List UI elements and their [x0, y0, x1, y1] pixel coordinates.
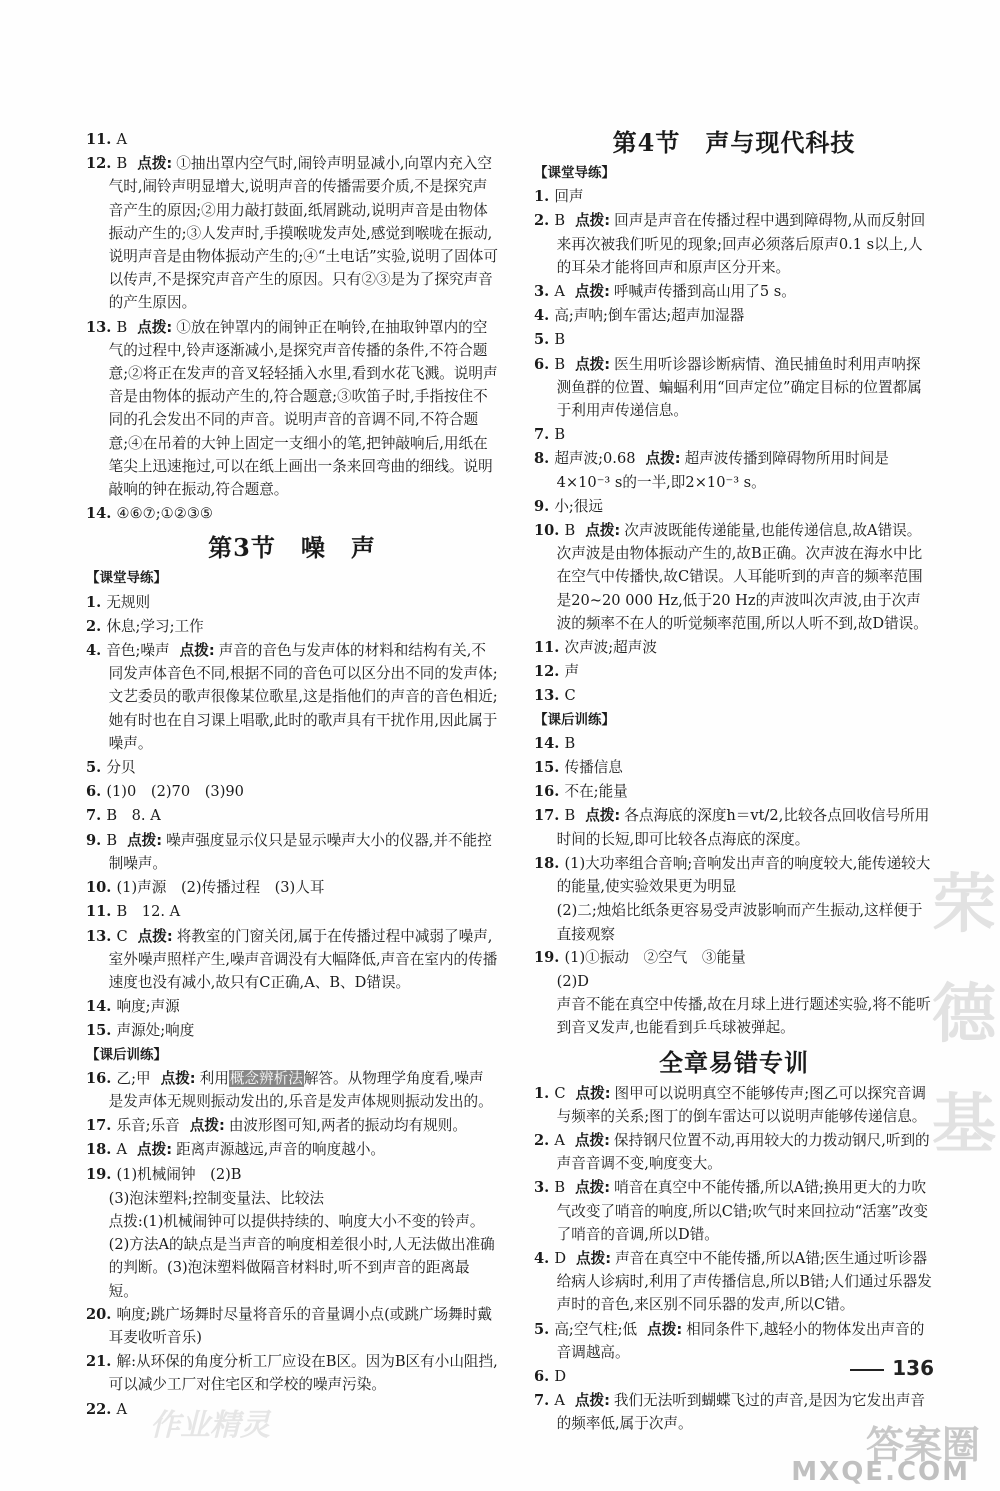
- explanation-text: 我们无法听到蝴蝶飞过的声音,是因为它发出声音的频率低,属于次声。: [556, 1392, 926, 1433]
- answer-item: [86, 316, 498, 502]
- answer-item: [86, 1019, 498, 1042]
- answer-item: [534, 519, 934, 635]
- item-number: 3.: [534, 1179, 555, 1197]
- answer-item: [86, 756, 498, 779]
- item-number: 18.: [534, 854, 565, 872]
- answer-item: [534, 756, 934, 779]
- answer-text: D: [554, 1249, 567, 1267]
- item-number: 11.: [86, 131, 117, 148]
- watermark-side: 荣德基: [932, 867, 996, 1162]
- answer-text: A: [554, 1392, 565, 1410]
- item-number: 19.: [86, 1165, 117, 1183]
- explanation-text: 图甲可以说明真空不能够传声;图乙可以探究音调与频率的关系;图丁的倒车雷达可以说明声能够传递信息。: [556, 1084, 927, 1125]
- item-number: 9.: [534, 497, 555, 515]
- watermark-url: MXQE.COM: [791, 1457, 970, 1487]
- hint-label: 点拨:: [108, 1212, 143, 1230]
- answer-item: [534, 304, 934, 327]
- answer-text: C: [116, 927, 128, 945]
- watermark-site: 答案圈: [865, 1423, 980, 1467]
- answer-item: [534, 1389, 934, 1435]
- answer-item: [86, 925, 498, 995]
- answer-text: 响度;跳广场舞时尽量将音乐的音量调小点(或跳广场舞时戴耳麦收听音乐): [108, 1305, 492, 1346]
- item-number: 22.: [86, 1400, 117, 1418]
- answer-item: [534, 636, 934, 659]
- answer-text: 乐音;乐音: [116, 1117, 180, 1135]
- answer-text: B: [564, 807, 576, 825]
- section-title: 第4节 声与现代科技: [612, 128, 856, 157]
- explanation-text: 呼喊声传播到高山用了5 s。: [613, 283, 796, 301]
- answer-text: B: [554, 1179, 566, 1197]
- hint-label: 点拨:: [160, 1069, 196, 1087]
- answer-item: [534, 1129, 934, 1175]
- answer-text: 乙;甲: [116, 1069, 151, 1087]
- item-number: 5.: [534, 1320, 555, 1338]
- hint-label: 点拨:: [137, 1141, 173, 1159]
- answer-text: (1)机械闹钟 (2)B: [116, 1165, 242, 1183]
- answer-item: [534, 495, 934, 518]
- answer-item: [534, 1176, 934, 1246]
- answer-text: 休息;学习;工作: [106, 617, 204, 635]
- answer-text: B: [116, 318, 128, 336]
- item-number: 4.: [534, 307, 555, 325]
- item-number: 6.: [534, 1367, 555, 1385]
- explanation-text: 相同条件下,越轻小的物体发出声音的音调越高。: [556, 1320, 925, 1361]
- answer-text: 超声波;0.68: [554, 450, 636, 468]
- answer-item: [86, 1067, 498, 1113]
- answer-text: 解:从环保的角度分析工厂应设在B区。因为B区有小山阻挡,可以减少工厂对住宅区和学校的噪声污染。: [108, 1353, 498, 1394]
- explanation-text: 距离声源越远,声音的响度越小。: [176, 1141, 386, 1159]
- hint-label: 点拨:: [575, 355, 611, 373]
- answer-continuation: (2)二;烛焰比纸条更容易受声波影响而产生振动,这样便于直接观察: [556, 902, 923, 943]
- item-number: 16.: [534, 783, 565, 801]
- item-number: 11.: [86, 903, 117, 921]
- answer-continuation: 点拨:(1)机械闹钟可以提供持续的、响度大小不变的铃声。(2)方法A的缺点是当声音的响度相差很小时,人无法做出准确的判断。(3)泡沫塑料做隔音材料时,听不到声音的距离最短。: [108, 1212, 495, 1300]
- answer-text: 音色;噪声: [106, 642, 170, 660]
- hint-label: 点拨:: [179, 642, 215, 660]
- answer-text: A: [116, 1141, 128, 1159]
- explanation-text: 保持钢尺位置不动,再用较大的力拨动钢尺,听到的声音音调不变,响度变大。: [556, 1131, 930, 1173]
- item-number: 17.: [86, 1117, 117, 1135]
- answer-item: [86, 152, 498, 314]
- answer-text: C: [554, 1084, 566, 1102]
- item-number: 6.: [86, 783, 107, 801]
- item-number: 21.: [86, 1353, 117, 1371]
- item-number: 1.: [534, 188, 555, 206]
- explanation-text: 医生用听诊器诊断病情、渔民捕鱼时利用声呐探测鱼群的位置、蝙蝠利用“回声定位”确定目标的位置都属于利用声传递信息。: [556, 355, 922, 420]
- item-number: 11.: [534, 639, 565, 657]
- subsection-label: 【课后训练】: [534, 711, 615, 728]
- answer-item: [86, 900, 498, 923]
- answer-text: 次声波;超声波: [564, 639, 657, 657]
- answer-item: [534, 1082, 934, 1128]
- answer-item: [86, 502, 498, 525]
- answer-continuation: (3)泡沫塑料;控制变量法、比较法: [108, 1189, 324, 1207]
- answer-item: [534, 804, 934, 850]
- item-number: 12.: [534, 663, 565, 681]
- item-number: 10.: [534, 522, 565, 540]
- answer-text: 分贝: [106, 759, 136, 777]
- answer-item: [534, 209, 934, 279]
- answer-item: [534, 852, 934, 898]
- item-number: 20.: [86, 1305, 117, 1323]
- page-number: 136: [850, 1356, 934, 1380]
- item-number: 5.: [86, 759, 107, 777]
- watermark-foot: 作业精灵: [150, 1408, 270, 1443]
- answer-text: A: [554, 1131, 565, 1149]
- item-number: 12.: [86, 155, 117, 173]
- answer-text: 高;空气柱;低: [554, 1320, 638, 1338]
- highlighted-term: 概念辨析法: [229, 1069, 303, 1087]
- item-number: 1.: [534, 1084, 555, 1102]
- answer-text: B: [564, 734, 576, 752]
- answer-item: [86, 639, 498, 755]
- answer-text: (1)0 (2)70 (3)90: [106, 783, 244, 801]
- answer-text: 不在;能量: [564, 783, 628, 801]
- item-number: 14.: [86, 505, 117, 523]
- item-number: 8.: [534, 450, 555, 468]
- item-number: 13.: [86, 927, 117, 945]
- answer-item: [534, 423, 934, 446]
- item-number: 9.: [86, 831, 107, 849]
- answer-text: (1)声源 (2)传播过程 (3)人耳: [116, 879, 325, 897]
- explanation-text: ①抽出罩内空气时,闹铃声明显减小,向罩内充入空气时,闹铃声明显增大,说明声音的传播需要介质,不是探究声音产生的原因;②用力敲打鼓面,纸屑跳动,说明声音是由物体振动产生的;③人发声时,手摸喉咙发声处,感觉到喉咙在振动,说明声音是由物体振动产生的;④“土电话”实验,说明了固体可以传声,不是探究声音产生的原因。只有②③是为了探究声音的产生原因。: [108, 155, 498, 312]
- answer-item: [86, 1114, 498, 1137]
- left-column: [86, 128, 498, 1422]
- answer-item: [534, 660, 934, 683]
- hint-label: 点拨:: [127, 831, 163, 849]
- item-number: 1.: [86, 593, 107, 611]
- hint-label: 点拨:: [575, 212, 611, 230]
- answer-item: [534, 447, 934, 493]
- answer-text: A: [116, 131, 128, 148]
- answer-item: [86, 128, 498, 151]
- hint-label: 点拨:: [647, 1320, 683, 1338]
- answer-text: (1)①振动 ②空气 ③能量: [564, 948, 746, 966]
- item-number: 2.: [86, 617, 107, 635]
- answer-text: A: [116, 1400, 128, 1418]
- item-number: 7.: [534, 1392, 555, 1410]
- item-number: 7.: [534, 426, 555, 444]
- hint-label: 点拨:: [585, 807, 621, 825]
- answer-text: B: [564, 522, 576, 540]
- explanation-text: 声音在真空中不能传播,所以A错;医生通过听诊器给病人诊病时,利用了声传播信息,所以B错;人们通过乐器发声时的音色,来区别不同乐器的发声,所以C错。: [556, 1249, 932, 1314]
- hint-label: 点拨:: [575, 1179, 611, 1197]
- explanation-text: 次声波既能传递能量,也能传递信息,故A错误。次声波是由物体振动产生的,故B正确。次声波在海水中比在空气中传播快,故C错误。人耳能听到的声音的频率范围是20~20 000 Hz,低于20 Hz的声波叫次声波,由于次声波的频率不在人的听觉频率范围,所以人听不到,故D错误。: [556, 522, 928, 632]
- answer-text: 无规则: [106, 593, 151, 611]
- answer-item: [86, 1303, 498, 1349]
- hint-label: 点拨:: [574, 1131, 610, 1149]
- explanation-text: 超声波传播到障碍物所用时间是4×10⁻³ s的一半,即2×10⁻³ s。: [556, 450, 889, 491]
- answer-continuation: (2)D: [556, 972, 589, 990]
- answer-text: 回声: [554, 188, 584, 206]
- answer-item: [86, 1163, 498, 1186]
- item-number: 15.: [534, 759, 565, 777]
- answer-text: 小;很远: [554, 497, 604, 515]
- subsection-label: 【课后训练】: [86, 1046, 167, 1063]
- answer-text: 高;声呐;倒车雷达;超声加湿器: [554, 307, 745, 325]
- answer-text: 响度;声源: [116, 998, 180, 1016]
- answer-item: [86, 1350, 498, 1396]
- section-title: 第3节 噪 声: [208, 533, 376, 563]
- item-number: 4.: [86, 642, 107, 660]
- answer-item: [86, 1398, 498, 1421]
- item-number: 10.: [86, 879, 117, 897]
- subsection-label: 【课堂导练】: [86, 570, 167, 587]
- answer-item: [86, 591, 498, 614]
- answer-item: [534, 353, 934, 423]
- item-number: 13.: [534, 687, 565, 705]
- item-number: 16.: [86, 1069, 117, 1087]
- item-number: 19.: [534, 948, 565, 966]
- answer-item: [534, 684, 934, 707]
- answer-text: (1)大功率组合音响;音响发出声音的响度较大,能传递较大的能量,使实验效果更为明显: [556, 854, 931, 896]
- answer-continuation: 声音不能在真空中传播,故在月球上进行题述实验,将不能听到音叉发声,也能看到乒乓球被弹起。: [556, 996, 931, 1037]
- answer-text: 声: [564, 663, 580, 681]
- explanation-text: 利用: [199, 1069, 229, 1087]
- answer-text: ④⑥⑦;①②③⑤: [116, 505, 213, 523]
- subsection-label: 【课堂导练】: [534, 165, 615, 181]
- item-number: 6.: [534, 355, 555, 373]
- item-number: 3.: [534, 283, 555, 301]
- answer-item: [86, 804, 498, 827]
- explanation-text: 解答。从物理学角度看,噪声是发声体无规则振动发出的,乐音是发声体规则振动发出的。: [108, 1069, 493, 1110]
- explanation-text: 噪声强度显示仪只是显示噪声大小的仪器,并不能控制噪声。: [108, 831, 492, 872]
- right-column: [534, 128, 934, 1437]
- item-number: 2.: [534, 1131, 555, 1149]
- item-number: 5.: [534, 331, 555, 349]
- answer-text: C: [564, 687, 576, 705]
- answer-item: [534, 185, 934, 208]
- answer-text: B: [554, 355, 566, 373]
- answer-text: D: [554, 1367, 567, 1385]
- answer-text: B: [554, 426, 566, 444]
- answer-text: B 12. A: [116, 903, 181, 921]
- answer-item: [86, 1138, 498, 1161]
- hint-label: 点拨:: [575, 1084, 611, 1102]
- item-number: 4.: [534, 1249, 555, 1267]
- answer-item: [534, 328, 934, 351]
- item-number: 13.: [86, 318, 117, 336]
- answer-item: [534, 780, 934, 803]
- answer-item: [86, 615, 498, 638]
- item-number: 2.: [534, 212, 555, 230]
- answer-item: [534, 280, 934, 303]
- answer-text: B: [116, 155, 128, 173]
- answer-text: 传播信息: [564, 759, 623, 777]
- item-number: 18.: [86, 1141, 117, 1159]
- explanation-text: ①放在钟罩内的闹钟正在响铃,在抽取钟罩内的空气的过程中,铃声逐渐减小,是探究声音传播的条件,不符合题意;②将正在发声的音叉轻轻插入水里,看到水花飞溅。说明声音是由物体的振动产生的,符合题意;③吹笛子时,手指按住不同的孔会发出不同的声音。说明声音的音调不同,不符合题意;④在吊着的大钟上固定一支细小的笔,把钟敲响后,用纸在笔尖上迅速拖过,可以在纸上画出一条来回弯曲的细线。说明敲响的钟在振动,符合题意。: [108, 318, 498, 499]
- hint-label: 点拨:: [574, 1392, 610, 1410]
- answer-item: [534, 732, 934, 755]
- hint-label: 点拨:: [137, 318, 173, 336]
- explanation-text: 哨音在真空中不能传播,所以A错;换用更大的力吹气改变了哨音的响度,所以C错;吹气时来回拉动“活塞”改变了哨音的音调,所以D错。: [556, 1179, 928, 1243]
- answer-item: [86, 995, 498, 1018]
- answer-text: B: [554, 331, 566, 349]
- explanation-text: 各点海底的深度h＝vt/2,比较各点回收信号所用时间的长短,即可比较各点海底的深度。: [556, 807, 930, 848]
- explanation-text: 将教室的门窗关闭,属于在传播过程中减弱了噪声,室外噪声照样产生,噪声音调没有大幅降低,声音在室内的传播速度也没有减小,故只有C正确,A、B、D错误。: [108, 927, 498, 991]
- section-title: 全章易错专训: [659, 1047, 809, 1077]
- hint-label: 点拨:: [645, 450, 681, 468]
- answer-text: B: [554, 212, 566, 230]
- explanation-text: 声音的音色与发声体的材料和结构有关,不同发声体音色不同,根据不同的音色可以区分出不同的发声体;文艺委员的歌声很像某位歌星,这是指他们的声音的音色相近;她有时也在自习课上唱歌,此时的歌声具有干扰作用,因此属于噪声。: [108, 642, 498, 752]
- answer-text: B 8. A: [106, 807, 161, 825]
- answer-item: [534, 946, 934, 969]
- hint-label: 点拨:: [576, 1249, 612, 1267]
- item-number: 7.: [86, 807, 107, 825]
- answer-item: [86, 780, 498, 803]
- item-number: 15.: [86, 1022, 117, 1040]
- item-number: 14.: [86, 998, 117, 1016]
- explanation-text: 回声是声音在传播过程中遇到障碍物,从而反射回来再次被我们听见的现象;回声必须落后原声0.1 s以上,人的耳朵才能将回声和原声区分开来。: [556, 212, 926, 276]
- hint-label: 点拨:: [137, 155, 173, 173]
- item-number: 17.: [534, 807, 565, 825]
- hint-label: 点拨:: [189, 1117, 225, 1135]
- item-number: 14.: [534, 734, 565, 752]
- answer-item: [534, 1247, 934, 1317]
- hint-label: 点拨:: [585, 522, 621, 540]
- answer-item: [86, 829, 498, 875]
- explanation-text: 由波形图可知,两者的振动均有规则。: [228, 1117, 467, 1135]
- hint-label: 点拨:: [137, 927, 173, 945]
- answer-text: 声源处;响度: [116, 1022, 195, 1040]
- answer-text: A: [554, 283, 565, 301]
- answer-item: [86, 876, 498, 899]
- answer-text: B: [106, 831, 118, 849]
- hint-label: 点拨:: [574, 283, 610, 301]
